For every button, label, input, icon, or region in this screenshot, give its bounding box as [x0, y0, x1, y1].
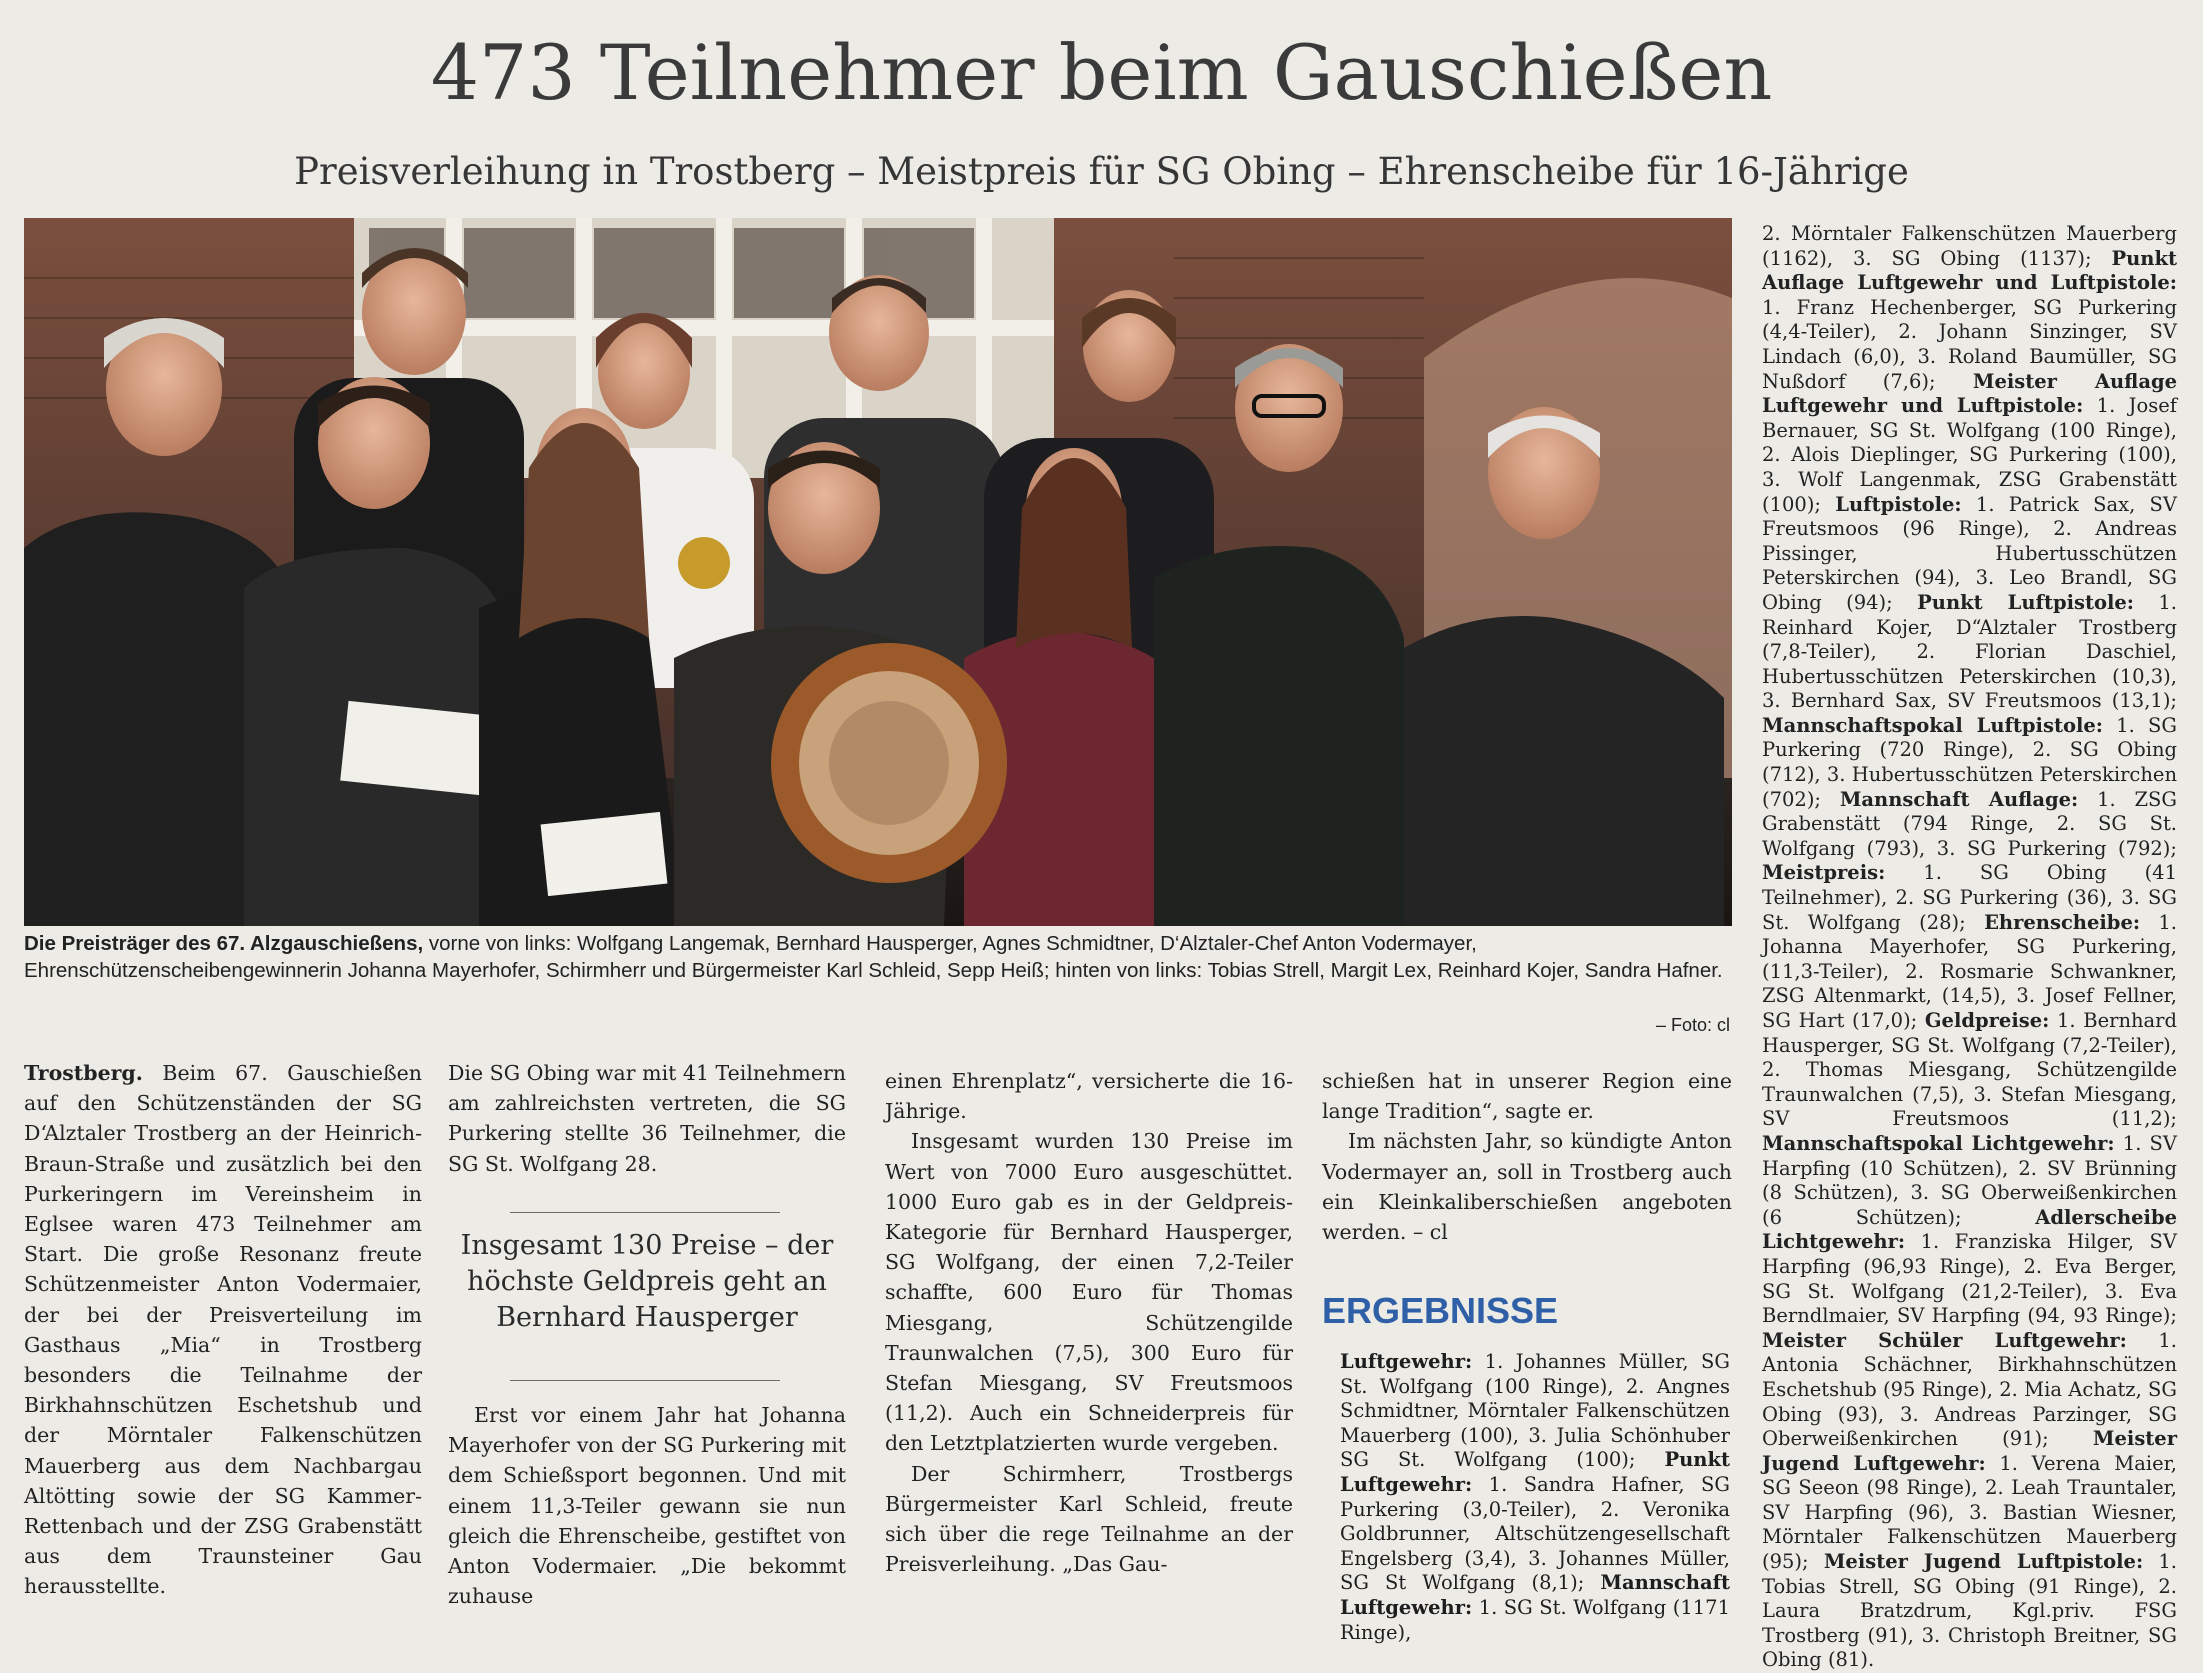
article-column-1	[24, 1058, 422, 1602]
result-category-label: Luftgewehr:	[1340, 1350, 1473, 1373]
headline: 473 Teilnehmer beim Gauschießen	[430, 28, 1773, 117]
results-title: ERGEBNISSE	[1322, 1290, 1559, 1331]
result-category-label: Mannschaft Auflage:	[1839, 787, 2079, 811]
result-category-text: 1. Johannes Müller, SG St. Wolfgang (100 Ringe), 2. Angnes Schmidtner, Mörntaler Falkenschützen Mauerberg (100), 3. Julia Schönhuber SG St. Wolfgang (100);	[1340, 1350, 1730, 1472]
result-category-text: 1. Bernhard Hausperger, SG St. Wolfgang (7,2-Teiler), 2. Thomas Miesgang, Schützengilde Traunwalchen (7,5), 3. Stefan Miesgang, SV Freutsmoos (11,2);	[1762, 1009, 2177, 1131]
caption-lead: Die Preisträger des 67. Alzgauschießens,	[24, 932, 424, 955]
article-column-4	[1322, 1066, 1732, 1247]
result-category-text: 1. Franz Hechenberger, SG Purkering (4,4-Teiler), 2. Johann Sinzinger, SV Lindach (6,0), 3. Roland Baumüller, SG Nußdorf (7,6);	[1762, 295, 2177, 393]
result-category-text: 1. Franziska Hilger, SV Harpfing (96,93 Ringe), 2. Eva Berger, SG St. Wolfgang (21,2-Teiler), 3. Eva Berndlmaier, SV Harpfing (94, 93 Ringe);	[1762, 1230, 2177, 1328]
article-paragraph: schießen hat in unserer Region eine lange Tradition“, sagte er.	[1322, 1069, 1732, 1124]
results-lead: 2. Mörntaler Falkenschützen Mauerberg (1162), 3. SG Obing (1137);	[1762, 222, 2177, 270]
photo-credit: – Foto: cl	[1655, 1015, 1730, 1035]
article-column-3	[885, 1066, 1293, 1579]
article-paragraph: Erst vor einem Jahr hat Johanna Mayerhofer von der SG Purkering mit dem Schießsport begonnen. Und mit einem 11,3-Teiler gewann sie nun gleich die Ehrenscheibe, gestiftet von Anton Vodermaier. „Die bekommt zuhause	[448, 1403, 846, 1609]
divider-line	[510, 1212, 780, 1213]
article-paragraph: einen Ehrenplatz“, versicherte die 16-Jährige.	[885, 1069, 1293, 1124]
article-paragraph: Der Schirmherr, Trostbergs Bürgermeister Karl Schleid, freute sich über die rege Teilnahme an der Preisverleihung. „Das Gau-	[885, 1461, 1293, 1577]
divider-line	[510, 1380, 780, 1381]
result-category-text: 1. Sandra Hafner, SG Purkering (3,0-Teiler), 2. Veronika Goldbrunner, Altschützengesellschaft Engelsberg (3,4), 3. Johannes Müller, SG St Wolfgang (8,1);	[1340, 1472, 1730, 1595]
article-paragraph: Beim 67. Gauschießen auf den Schützenständen der SG D‘Alztaler Trostberg an der Heinrich-Braun-Straße und zusätzlich bei den Purkeringern im Vereinsheim in Eglsee waren 473 Teilnehmer am Start. Die große Resonanz freute Schützenmeister Anton Vodermaier, der bei der Preisverteilung im Gasthaus „Mia“ in Trostberg besonders die Teilnahme der Birkhahnschützen Eschetshub und der Mörntaler Falkenschützen Mauerberg aus dem Nachbargau Altötting sowie der SG Kammer-Rettenbach und der ZSG Grabenstätt aus dem Traunsteiner Gau herausstellte.	[24, 1061, 422, 1599]
article-column-2-bottom	[448, 1400, 846, 1611]
result-category-text: 1. Johanna Mayerhofer, SG Purkering, (11,3-Teiler), 2. Rosmarie Schwankner, ZSG Altenmarkt, (14,5), 3. Josef Fellner, SG Hart (17,0);	[1762, 910, 2177, 1032]
result-category-label: Punkt Luftpistole:	[1917, 590, 2134, 614]
group-photo	[24, 218, 1732, 926]
result-category-text: 1. SG Purkering (720 Ringe), 2. SG Obing (712), 3. Hubertusschützen Peterskirchen (702);	[1762, 713, 2177, 811]
result-category-text: 1. Tobias Strell, SG Obing (91 Ringe), 2. Laura Bratzdrum, Kgl.priv. FSG Trostberg (91), 3. Christoph Breitner, SG Obing (81).	[1762, 1550, 2177, 1672]
result-category-label: Meister Auflage Luftgewehr und Luftpistole:	[1762, 369, 2177, 418]
result-category-label: Meister Jugend Luftpistole:	[1823, 1550, 2144, 1574]
photo-caption	[24, 930, 1732, 984]
subheadline: Preisverleihung in Trostberg – Meistpreis für SG Obing – Ehrenscheibe für 16-Jährige	[294, 150, 1909, 193]
dateline: Trostberg.	[24, 1061, 143, 1085]
caption-text: vorne von links: Wolfgang Langemak, Bernhard Hausperger, Agnes Schmidtner, D‘Alztaler-Chef Anton Vodermayer, Ehrenschützenscheibengewinnerin Johanna Mayerhofer, Schirmherr und Bürgermeister Karl Schleid, Sepp Heiß; hinten von links: Tobias Strell, Margit Lex, Reinhard Kojer, Sandra Hafner.	[24, 932, 1723, 982]
result-category-label: Meister Schüler Luftgewehr:	[1762, 1328, 2127, 1352]
result-category-text: 1. SG Obing (41 Teilnehmer), 2. SG Purkering (36), 3. SG St. Wolfgang (28);	[1762, 861, 2177, 934]
result-category-text: 1. ZSG Grabenstätt (794 Ringe, 2. SG St. Wolfgang (793), 3. SG Purkering (792);	[1762, 787, 2177, 860]
result-category-label: Mannschaft Luftgewehr:	[1340, 1571, 1730, 1619]
result-category-label: Mannschaftspokal Luftpistole:	[1762, 713, 2103, 737]
result-category-text: 1. Verena Maier, SG Seeon (98 Ringe), 2. Leah Trauntaler, SV Harpfing (96), 3. Bastian Wiesner, Mörntaler Falkenschützen Mauerberg (95);	[1762, 1451, 2177, 1574]
results-block-2	[1762, 222, 2177, 1673]
article-paragraph: Die SG Obing war mit 41 Teilnehmern am zahlreichsten vertreten, die SG Purkering stellte 36 Teilnehmer, die SG St. Wolfgang 28.	[448, 1061, 846, 1176]
intertitle: Insgesamt 130 Preise – der höchste Geldpreis geht an Bernhard Hausperger	[460, 1230, 834, 1333]
article-paragraph: Im nächsten Jahr, so kündigte Anton Vodermayer an, soll in Trostberg auch ein Kleinkaliberschießen angeboten werden. – cl	[1322, 1129, 1732, 1245]
result-category-label: Meister Jugend Luftgewehr:	[1762, 1427, 2177, 1475]
result-category-label: Geldpreise:	[1924, 1009, 2050, 1032]
result-category-label: Mannschaftspokal Lichtgewehr:	[1762, 1131, 2115, 1155]
article-paragraph: Insgesamt wurden 130 Preise im Wert von 7000 Euro ausgeschüttet. 1000 Euro gab es in der Geldpreis-Kategorie für Bernhard Hausperger, SG Wolfgang, der einen 7,2-Teiler schaffte, 600 Euro für Thomas Miesgang, Schützengilde Traunwalchen (7,5), 300 Euro für Stefan Miesgang, SV Freutsmoos (11,2). Auch ein Schneiderpreis für den Letztplatzierten wurde vergeben.	[885, 1129, 1293, 1456]
result-category-label: Punkt Auflage Luftgewehr und Luftpistole:	[1762, 246, 2177, 295]
result-category-text: 1. SG St. Wolfgang (1171 Ringe),	[1340, 1595, 1730, 1644]
result-category-text: 1. SV Harpfing (10 Schützen), 2. SV Brünning (8 Schützen), 3. SG Oberweißenkirchen (6 Schützen);	[1762, 1131, 2177, 1229]
result-category-label: Luftpistole:	[1835, 492, 1962, 516]
result-category-label: Ehrenscheibe:	[1984, 910, 2141, 934]
result-category-text: 1. Antonia Schächner, Birkhahnschützen Eschetshub (95 Ringe), 2. Mia Achatz, SG Obing (93), 3. Andreas Parzinger, SG Oberweißenkirchen (91);	[1762, 1328, 2177, 1451]
article-column-2	[448, 1058, 846, 1179]
result-category-text: 1. Reinhard Kojer, D“Alztaler Trostberg (7,8-Teiler), 2. Florian Daschiel, Hubertusschützen Peterskirchen (10,3), 3. Bernhard Sax, SV Freutsmoos (13,1);	[1762, 590, 2177, 713]
results-block-1	[1340, 1350, 1730, 1645]
result-category-text: 1. Josef Bernauer, SG St. Wolfgang (100 Ringe), 2. Alois Dieplinger, SG Purkering (100), 3. Wolf Langenmak, ZSG Grabenstätt (100);	[1762, 394, 2178, 516]
result-category-label: Punkt Luftgewehr:	[1340, 1448, 1730, 1496]
result-category-text: 1. Patrick Sax, SV Freutsmoos (96 Ringe), 2. Andreas Pissinger, Hubertusschützen Peterskirchen (94), 3. Leo Brandl, SG Obing (94);	[1762, 492, 2178, 614]
result-category-label: Meistpreis:	[1762, 861, 1886, 885]
result-category-label: Adlerscheibe Lichtgewehr:	[1762, 1205, 2177, 1254]
